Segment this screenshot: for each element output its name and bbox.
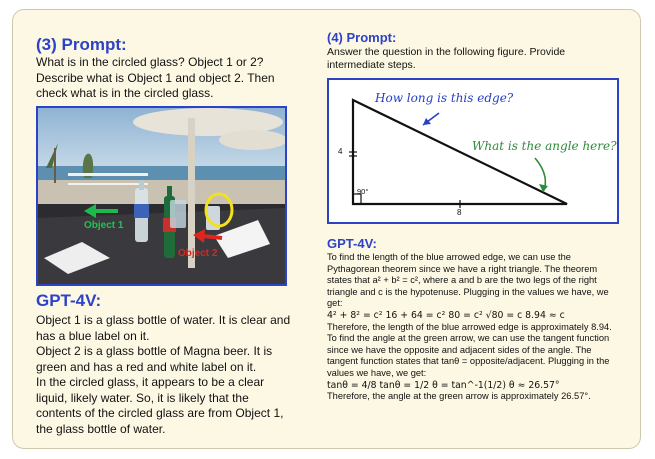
answer-right-line: Therefore, the angle at the green arrow is approximately 26.57°.: [327, 391, 591, 402]
object-2-label: Object 2: [178, 248, 218, 259]
prompt-3-heading: (3) Prompt:: [36, 35, 127, 54]
restaurant-photo-illustration: [38, 108, 285, 284]
answer-left-line: In the circled glass, it appears to be a clear liquid, likely water. So, it is likely that the contents of the circled glass are from Object 1, the glass bottle of water.: [36, 375, 284, 436]
answer-right-line: To find the length of the blue arrowed edge, we can use the Pythagorean theorem since we have a right triangle. The theorem states that a² + b² = c², where a and b are the two legs of the right triangle and c is the hypotenuse. Plugging in the values we have, we get:: [327, 252, 609, 309]
answer-left-line: Object 1 is a glass bottle of water. It is clear and has a blue label on it.: [36, 313, 291, 343]
angle-question-annotation: What is the angle here?: [472, 139, 617, 153]
gpt4v-heading-left: GPT-4V:: [36, 291, 102, 310]
answer-right-line: Therefore, the length of the blue arrowed edge is approximately 8.94.: [327, 321, 612, 332]
right-angle-label: 90°: [357, 187, 369, 196]
answer-right-equation: 4² + 8² = c² 16 + 64 = c² 80 = c² √80 = c 8.94 ≈ c: [327, 309, 565, 321]
prompt-3-text: What is in the circled glass? Object 1 or 2? Describe what is Object 1 and object 2. Then check what is in the circled glass.: [36, 55, 275, 100]
edge-question-annotation: How long is this edge?: [375, 91, 514, 105]
gpt4v-answer-left: [36, 313, 296, 437]
answer-left-line: Object 2 is a glass bottle of Magna beer. It is green and has a red and white label on it.: [36, 344, 273, 374]
prompt-4-heading: (4) Prompt:: [327, 30, 397, 45]
answer-right-equation: tanθ = 4/8 tanθ = 1/2 θ = tan^-1(1/2) θ ≈ 26.57°: [327, 379, 560, 391]
gpt4v-heading-right: GPT-4V:: [327, 236, 377, 251]
answer-right-line: To find the angle at the green arrow, we can use the tangent function since we have the opposite and adjacent sides of the angle. The tangent function states that tanθ = opposite/adjacent. Plugging in the values we have, we get:: [327, 333, 610, 378]
restaurant-photo: [36, 106, 287, 286]
gpt4v-answer-right: [327, 252, 623, 403]
base-label: 8: [457, 208, 462, 217]
triangle-figure: [327, 78, 619, 224]
object-1-label: Object 1: [84, 220, 124, 231]
height-label: 4: [338, 147, 343, 156]
prompt-4-text: Answer the question in the following figure. Provide intermediate steps.: [327, 46, 566, 71]
